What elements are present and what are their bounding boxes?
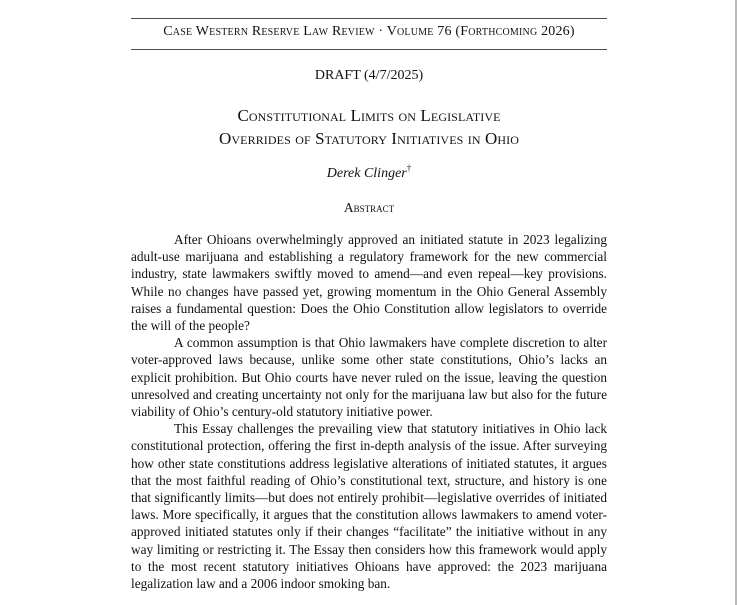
journal-header: Case Western Reserve Law Review · Volume 76 (Forthcoming 2026) [163, 24, 575, 39]
author-name: Derek Clinger [326, 166, 407, 181]
abstract-heading: Abstract [343, 200, 395, 215]
article-title-line-2: Overrides of Statutory Initiatives in Ohio [219, 129, 519, 148]
author-line [131, 163, 607, 182]
abstract-paragraph: After Ohioans overwhelmingly approved an initiated statute in 2023 legalizing adult-use marijuana and establishing a regulatory framework for the new commercial industry, state lawmakers swiftly moved to amend—and even repeal—key provisions. While no changes have passed yet, growing momentum in the Ohio General Assembly raises a fundamental question: Does the Ohio Constitution allow legislators to override the will of the people? [131, 232, 607, 334]
draft-date: DRAFT (4/7/2025) [314, 68, 424, 83]
abstract-paragraph: This Essay challenges the prevailing view that statutory initiatives in Ohio lack constitutional protection, offering the first in-depth analysis of the issue. After surveying how other state constitutions address legislative alterations of initiated statutes, it argues that the most faithful reading of Ohio’s constitutional text, structure, and history is one that significantly limits—but does not entirely prohibit—legislative overrides of initiated laws. More specifically, it argues that the constitution allows lawmakers to amend voter-approved initiated statutes only if their changes “facilitate” the initiative without in any way limiting or restricting it. The Essay then considers how this framework would apply to the most recent statutory initiatives Ohioans have approved: the 2023 marijuana legalization law and a 2006 indoor smoking ban. [131, 421, 607, 592]
header-rule-top [131, 18, 607, 19]
article-title-line-1: Constitutional Limits on Legislative [237, 106, 501, 125]
abstract-body [131, 231, 607, 592]
abstract-paragraph: A common assumption is that Ohio lawmakers have complete discretion to alter voter-approved laws because, unlike some other state constitutions, Ohio’s lacks an explicit prohibition. But Ohio courts have never ruled on the issue, leaving the question unresolved and creating uncertainty not only for the marijuana law but also for the future viability of Ohio’s century-old statutory initiative power. [131, 335, 607, 420]
author-footnote-mark[interactable]: † [406, 163, 412, 173]
header-rule-bottom [131, 49, 607, 50]
article-title [131, 104, 607, 150]
